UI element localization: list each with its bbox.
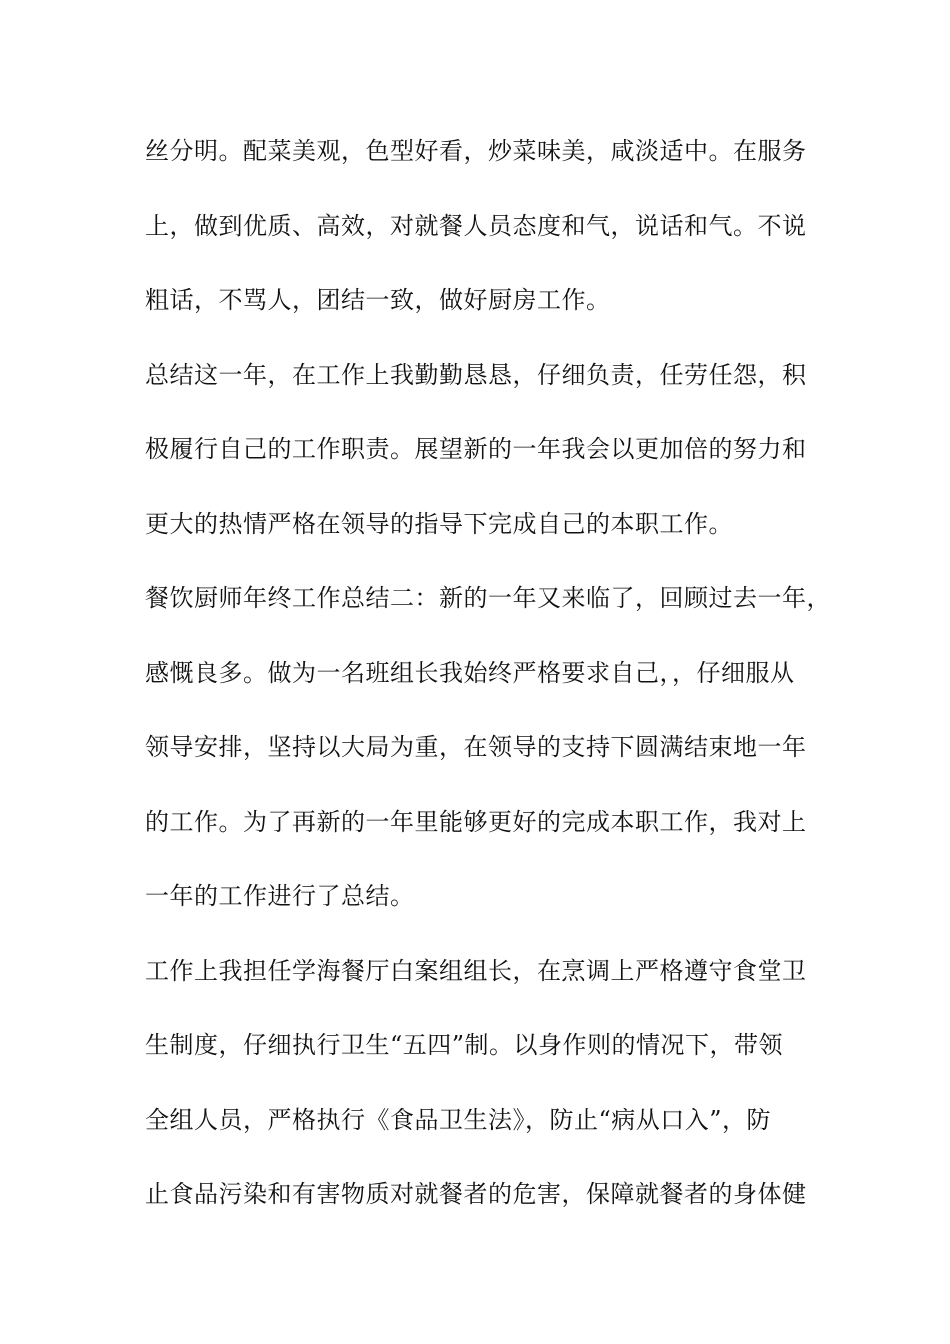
document-body xyxy=(145,133,835,1251)
text-line: 极履行自己的工作职责。展望新的一年我会以更加倍的努力和 xyxy=(145,435,807,463)
text-line: 感慨良多。做为一名班组长我始终严格要求自己，，仔细服从 xyxy=(145,658,795,687)
text-line: 生制度，仔细执行卫生“五四”制。以身作则的情况下，带领 xyxy=(145,1031,784,1059)
text-line: 丝分明。配菜美观，色型好看，炒菜味美，咸淡适中。在服务 xyxy=(145,137,807,165)
text-line: 上，做到优质、高效，对就餐人员态度和气，说话和气。不说 xyxy=(145,211,807,240)
text-line: 工作上我担任学海餐厅白案组组长，在烹调上严格遵守食堂卫 xyxy=(145,956,807,985)
text-line: 餐饮厨师年终工作总结二：新的一年又来临了，回顾过去一年， xyxy=(145,584,831,612)
text-line: 总结这一年，在工作上我勤勤恳恳，仔细负责，任劳任怨，积 xyxy=(145,360,807,389)
text-line: 的工作。为了再新的一年里能够更好的完成本职工作，我对上 xyxy=(145,807,807,836)
text-line: 更大的热情严格在领导的指导下完成自己的本职工作。 xyxy=(145,509,733,538)
text-line: 全组人员，严格执行《食品卫生法》，防止“病从口入”，防 xyxy=(145,1105,772,1134)
text-line: 粗话，不骂人，团结一致，做好厨房工作。 xyxy=(145,286,611,314)
text-line: 一年的工作进行了总结。 xyxy=(145,882,415,910)
text-line: 止食品污染和有害物质对就餐者的危害，保障就餐者的身体健 xyxy=(145,1180,807,1208)
text-line: 领导安排，坚持以大局为重，在领导的支持下圆满结束地一年 xyxy=(145,733,807,761)
